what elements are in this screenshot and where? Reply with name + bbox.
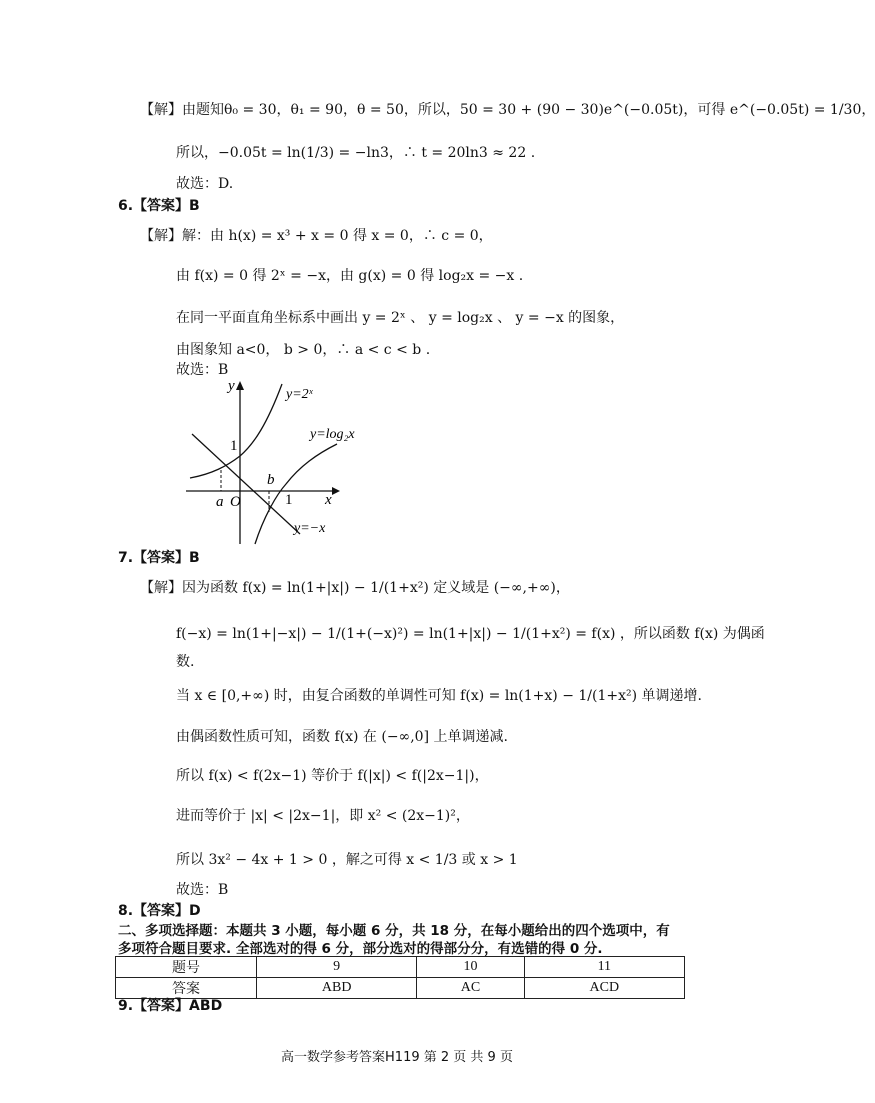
label-one-x: 1 [285, 492, 293, 508]
table-cell: 题号 [116, 957, 257, 978]
p7-line2b: 数. [176, 654, 195, 670]
p8-answer-head: 8.【答案】D [118, 903, 201, 919]
table-cell: 9 [257, 957, 417, 978]
table-cell: ACD [524, 978, 684, 999]
line-neg-x [192, 434, 300, 534]
p6-line3: 在同一平面直角坐标系中画出 y = 2ˣ 、 y = log₂x 、 y = −x 的图象， [176, 310, 625, 326]
x-axis-arrow [332, 487, 340, 495]
p7-line5: 所以 f(x) < f(2x−1) 等价于 f(|x|) < f(|2x−1|)， [176, 768, 489, 784]
p7-line1: 【解】因为函数 f(x) = ln(1+|x|) − 1/(1+x²) 定义域是 (−∞,+∞)， [140, 580, 570, 596]
table-cell: 10 [417, 957, 524, 978]
table-cell: 答案 [116, 978, 257, 999]
label-line-neg-x: y=−x [294, 521, 326, 536]
label-a: a [216, 494, 224, 510]
label-b: b [267, 472, 275, 488]
table-cell: 11 [524, 957, 684, 978]
p6-choose: 故选：B [176, 362, 229, 378]
p5-solution-line1: 【解】由题知θ₀ = 30，θ₁ = 90，θ = 50，所以，50 = 30 + (90 − 30)e^(−0.05t)，可得 e^(−0.05t) = 1/30， [140, 102, 875, 118]
p6-answer-head: 6.【答案】B [118, 198, 200, 214]
p7-answer-head: 7.【答案】B [118, 550, 200, 566]
table-cell: AC [417, 978, 524, 999]
p9-answer-head: 9.【答案】ABD [118, 998, 223, 1014]
table-cell: ABD [257, 978, 417, 999]
p6-line2: 由 f(x) = 0 得 2ˣ = −x，由 g(x) = 0 得 log₂x = −x . [176, 268, 524, 284]
label-curve-log: y=log₂x [310, 427, 355, 442]
p6-line1: 【解】解：由 h(x) = x³ + x = 0 得 x = 0，∴ c = 0， [140, 228, 493, 244]
p5-solution-line2: 所以，−0.05t = ln(1/3) = −ln3，∴ t = 20ln3 ≈ 22 . [176, 145, 536, 161]
label-x-axis: x [325, 492, 332, 508]
p7-line6: 进而等价于 |x| < |2x−1|，即 x² < (2x−1)²， [176, 808, 470, 824]
label-curve-exp: y=2ˣ [286, 387, 313, 402]
page-footer: 高一数学参考答案H119 第 2 页 共 9 页 [281, 1050, 513, 1065]
label-origin: O [230, 494, 241, 510]
label-one-y: 1 [230, 438, 238, 454]
p6-line4: 由图象知 a<0， b > 0，∴ a < c < b . [176, 342, 431, 358]
function-graph [182, 376, 355, 546]
table-row [116, 957, 685, 978]
p7-line2: f(−x) = ln(1+|−x|) − 1/(1+(−x)²) = ln(1+|x|) − 1/(1+x²) = f(x) ，所以函数 f(x) 为偶函 [176, 626, 765, 642]
p5-choose: 故选：D. [176, 176, 234, 192]
p7-choose: 故选：B [176, 882, 229, 898]
section2-line2: 多项符合题目要求. 全部选对的得 6 分，部分选对的得部分分，有选错的得 0 分. [118, 941, 603, 957]
answer-table [115, 956, 685, 999]
curve-exp [190, 384, 282, 478]
y-axis-arrow [236, 381, 244, 390]
p7-line3: 当 x ∈ [0,+∞) 时，由复合函数的单调性可知 f(x) = ln(1+x) − 1/(1+x²) 单调递增. [176, 688, 702, 704]
label-y-axis: y [228, 378, 235, 394]
p7-line4: 由偶函数性质可知，函数 f(x) 在 (−∞,0] 上单调递减. [176, 729, 508, 745]
p7-line7: 所以 3x² − 4x + 1 > 0 ，解之可得 x < 1/3 或 x > 1 [176, 852, 518, 868]
section2-line1: 二、多项选择题：本题共 3 小题，每小题 6 分，共 18 分，在每小题给出的四个选项中，有 [118, 923, 670, 939]
